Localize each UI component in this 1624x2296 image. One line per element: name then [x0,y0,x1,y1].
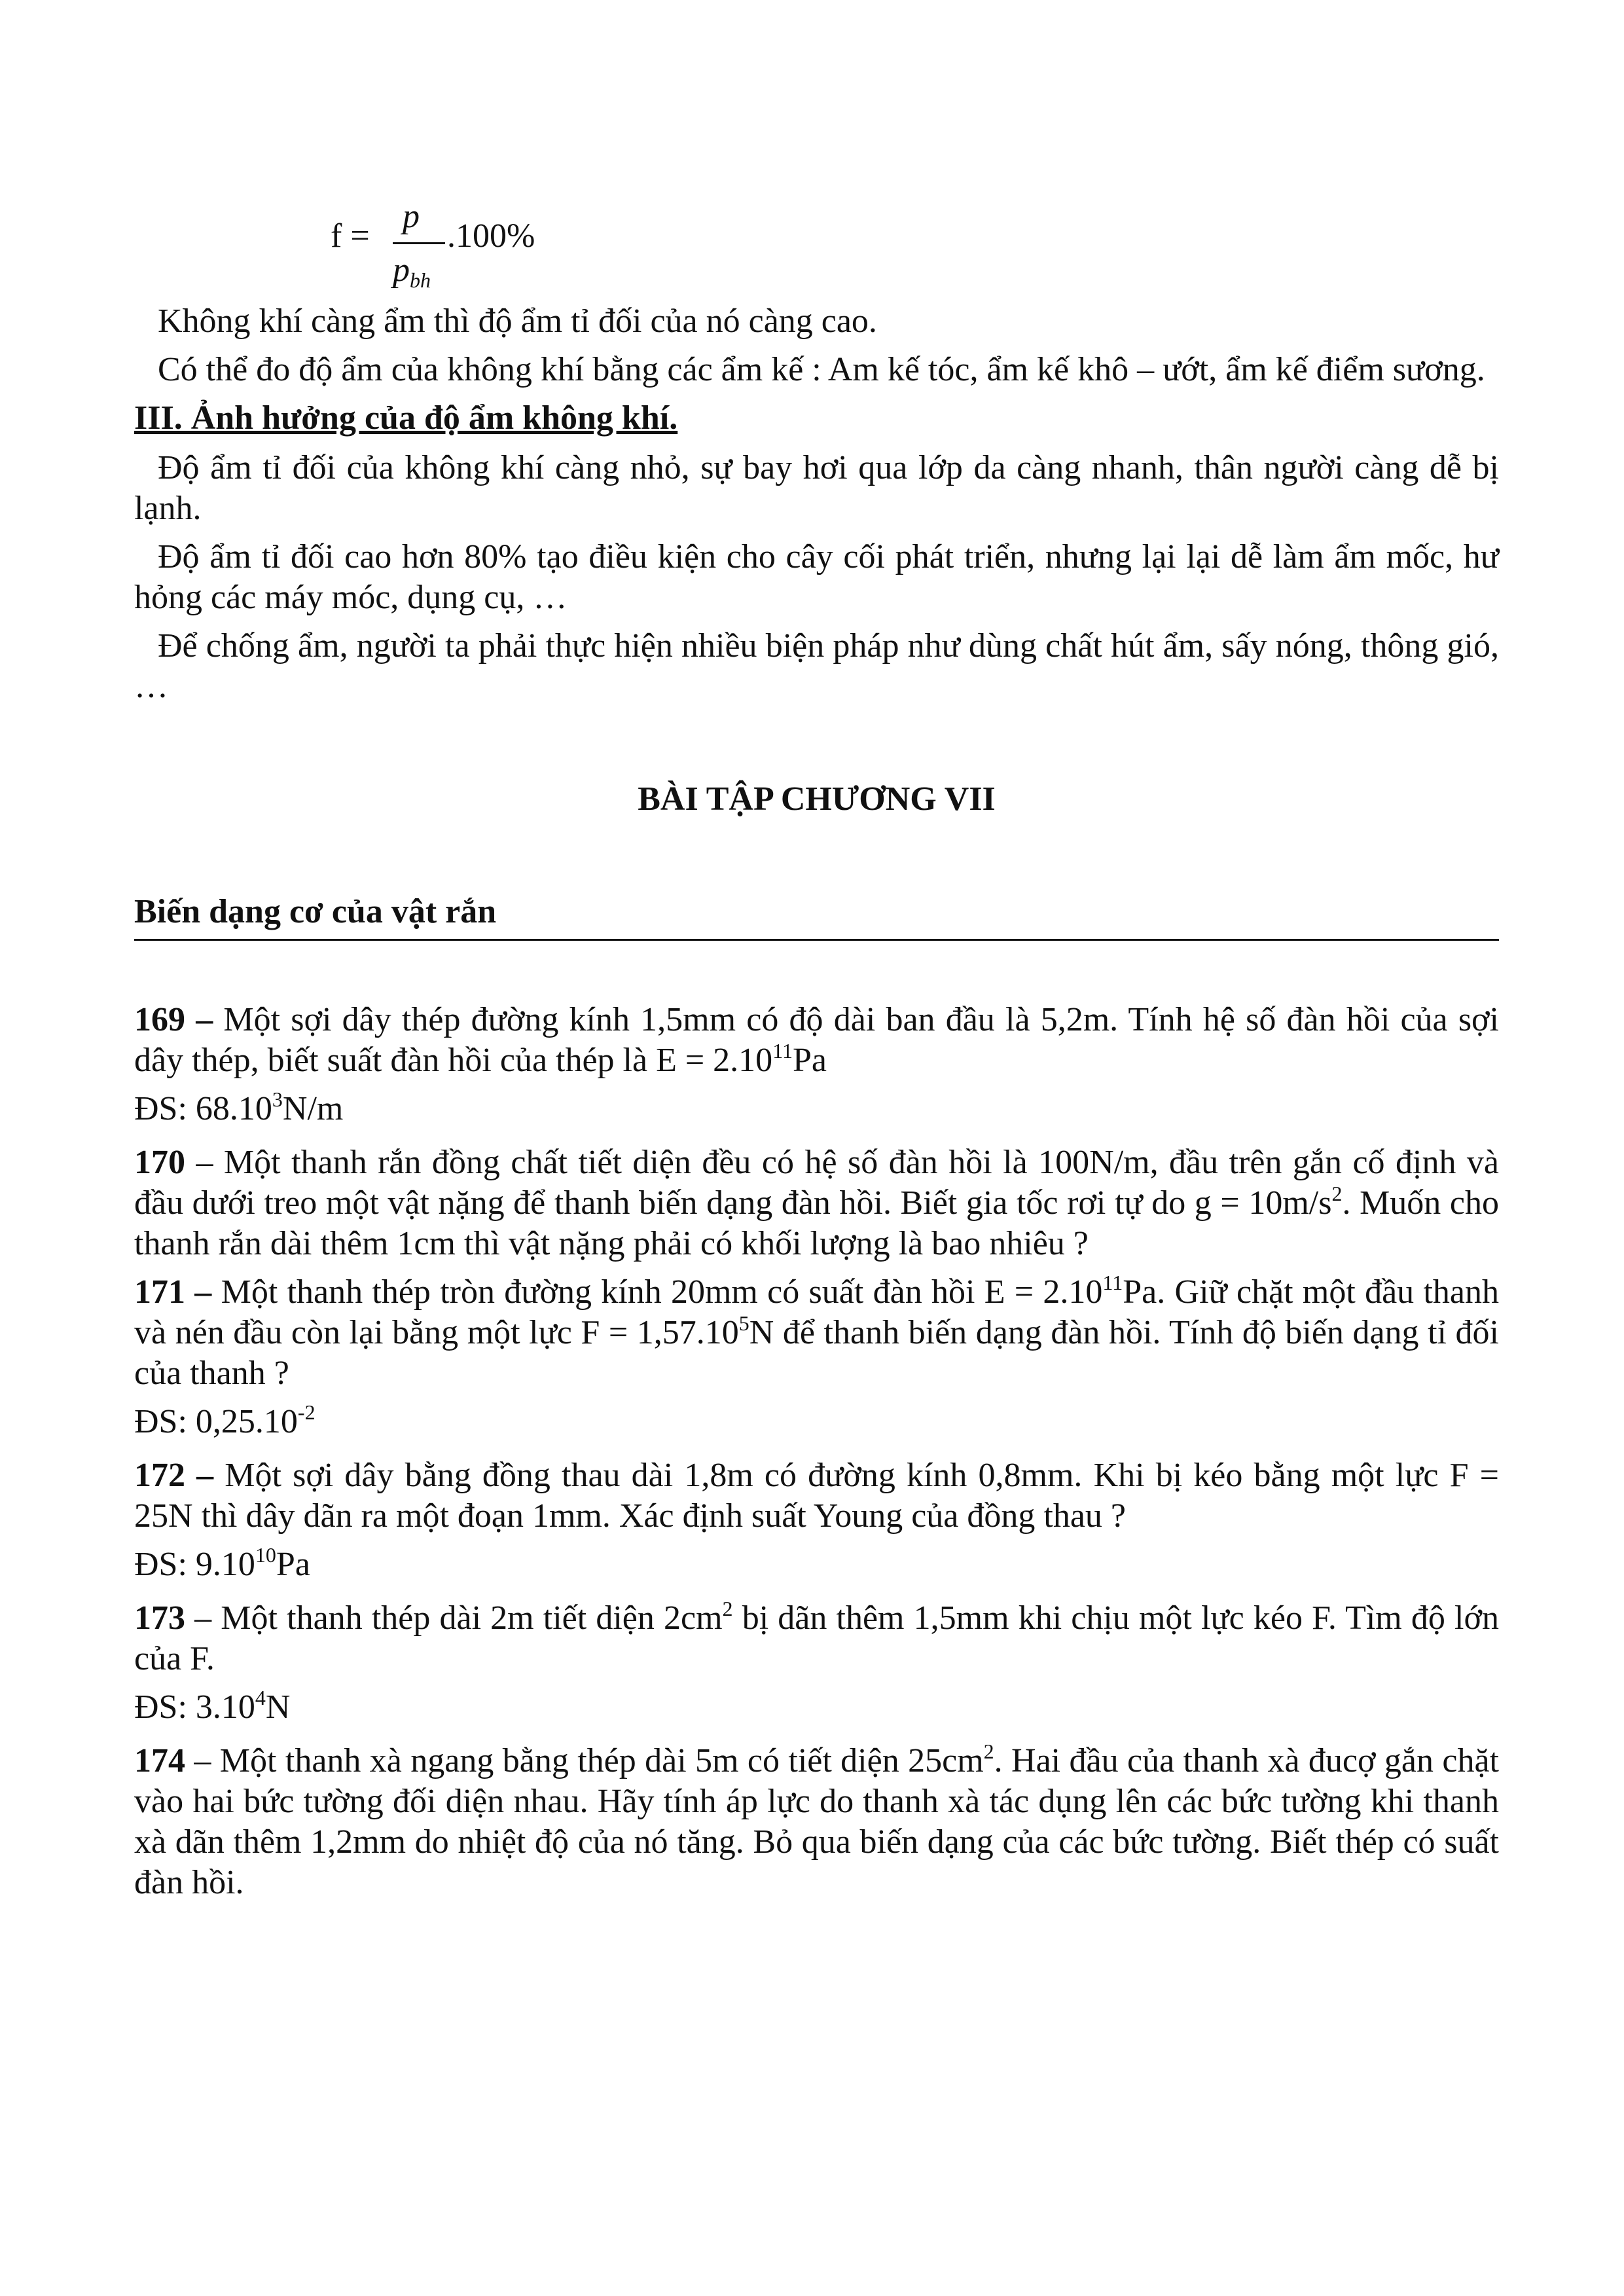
answer-exponent: -2 [297,1400,316,1424]
exercise-number: 169 – [134,1001,213,1038]
exercise-text: Một sợi dây thép đường kính 1,5mm có độ dài ban đầu là 5,2m. Tính hệ số đàn hồi của sợi dây thép, biết suất đàn hồi của thép là E = 2.10 [134,1001,1499,1079]
answer-unit: N/m [282,1090,344,1127]
exercise-list [134,1000,1499,1903]
formula-suffix: .100% [447,217,535,255]
denominator-subscript: bh [410,268,431,292]
exponent: 11 [1102,1271,1123,1294]
paragraph: Không khí càng ẩm thì độ ẩm tỉ đối của nó càng cao. [158,302,877,340]
exercise-item [134,1741,1499,1903]
exercise-text: bị dãn thêm 1,5mm khi chịu một lực kéo F. Tìm độ lớn của F. [134,1599,1499,1677]
paragraph: Để chống ẩm, người ta phải thực hiện nhiều biện pháp như dùng chất hút ẩm, sấy nóng, thông gió, … [134,627,1499,705]
exercise-text: Một thanh thép tròn đường kính 20mm có suất đàn hồi E = 2.10 [211,1273,1103,1311]
denominator-symbol: p [393,251,410,289]
exercise-text: Pa. Giữ chặt một đầu thanh và nén đầu còn lại bằng một lực F = 1,57.10 [134,1273,1500,1351]
exponent: 5 [738,1311,749,1335]
formula-denominator [393,250,431,301]
answer-text: ĐS: 0,25.10 [134,1403,298,1440]
answer-unit: N [265,1688,291,1726]
answer-text: ĐS: 68.10 [134,1090,272,1127]
answer-exponent: 10 [255,1543,276,1567]
exercise-text: . Muốn cho thanh rắn dài thêm 1cm thì vật nặng phải có khối lượng là bao nhiêu ? [134,1184,1499,1262]
exercise-answer [134,1544,1499,1585]
exponent: 11 [772,1039,793,1063]
answer-exponent: 4 [255,1686,266,1709]
section-heading: III. Ảnh hưởng của độ ẩm không khí. [134,399,678,437]
paragraph: Có thể đo độ ẩm của không khí bằng các ẩm kế : Am kế tóc, ẩm kế khô – ướt, ẩm kế điểm sương. [158,351,1485,388]
exercise-text: – Một thanh xà ngang bằng thép dài 5m có tiết diện 25cm [185,1742,984,1779]
exercise-number: 170 [134,1144,185,1181]
answer-text: ĐS: 9.10 [134,1546,255,1583]
exercise-answer [134,1089,1499,1129]
exponent: 2 [1331,1182,1343,1205]
paragraph: Độ ẩm tỉ đối của không khí càng nhỏ, sự bay hơi qua lớp da càng nhanh, thân người càng dễ bị lạnh. [134,449,1499,527]
exercise-item [134,1598,1499,1679]
exercise-text: Pa [793,1042,827,1079]
answer-unit: Pa [276,1546,310,1583]
page-content [134,196,1499,1911]
exercise-item [134,1142,1499,1264]
answer-text: ĐS: 3.10 [134,1688,255,1726]
chapter-title: BÀI TẬP CHƯƠNG VII [638,780,996,818]
exercise-number: 173 [134,1599,185,1637]
exercise-number: 171 – [134,1273,212,1311]
exercise-item [134,1455,1499,1537]
exercise-text: – Một thanh rắn đồng chất tiết diện đều có hệ số đàn hồi là 100N/m, đầu trên gắn cố định và đầu dưới treo một vật nặng để thanh biến dạng đàn hồi. Biết gia tốc rơi tự do g = 10m/s [134,1144,1499,1222]
humidity-formula [331,196,1499,301]
section-title: Biến dạng cơ của vật rắn [134,892,1499,941]
paragraph: Độ ẩm tỉ đối cao hơn 80% tạo điều kiện cho cây cối phát triển, nhưng lại lại dễ làm ẩm mốc, hư hỏng các máy móc, dụng cụ, … [134,538,1499,616]
exercise-item [134,1272,1499,1394]
exercise-number: 174 [134,1742,185,1779]
exercise-answer [134,1402,1499,1442]
fraction-bar [393,242,445,244]
exercise-text: . Hai đầu của thanh xà đucợ gắn chặt vào hai bức tường đối diện nhau. Hãy tính áp lực do thanh xà tác dụng lên các bức tường khi thanh xà dãn thêm 1,2mm do nhiệt độ của nó tăng. Bỏ qua biến dạng của các bức tường. Biết thép có suất đàn hồi. [134,1742,1499,1901]
exponent: 2 [722,1597,733,1620]
exercise-number: 172 – [134,1457,214,1494]
exercise-text: N để thanh biến dạng đàn hồi. Tính độ biến dạng tỉ đối của thanh ? [134,1314,1499,1392]
exercise-text: Một sợi dây bằng đồng thau dài 1,8m có đường kính 0,8mm. Khi bị kéo bằng một lực F = 25N thì dây dãn ra một đoạn 1mm. Xác định suất Young của đồng thau ? [134,1457,1499,1535]
exponent: 2 [983,1740,994,1763]
exercise-answer [134,1687,1499,1728]
exercise-item [134,1000,1499,1081]
formula-numerator: p [403,198,420,235]
exercise-text: – Một thanh thép dài 2m tiết diện 2cm [185,1599,723,1637]
formula-lhs: f = [331,217,370,255]
answer-exponent: 3 [272,1087,283,1111]
